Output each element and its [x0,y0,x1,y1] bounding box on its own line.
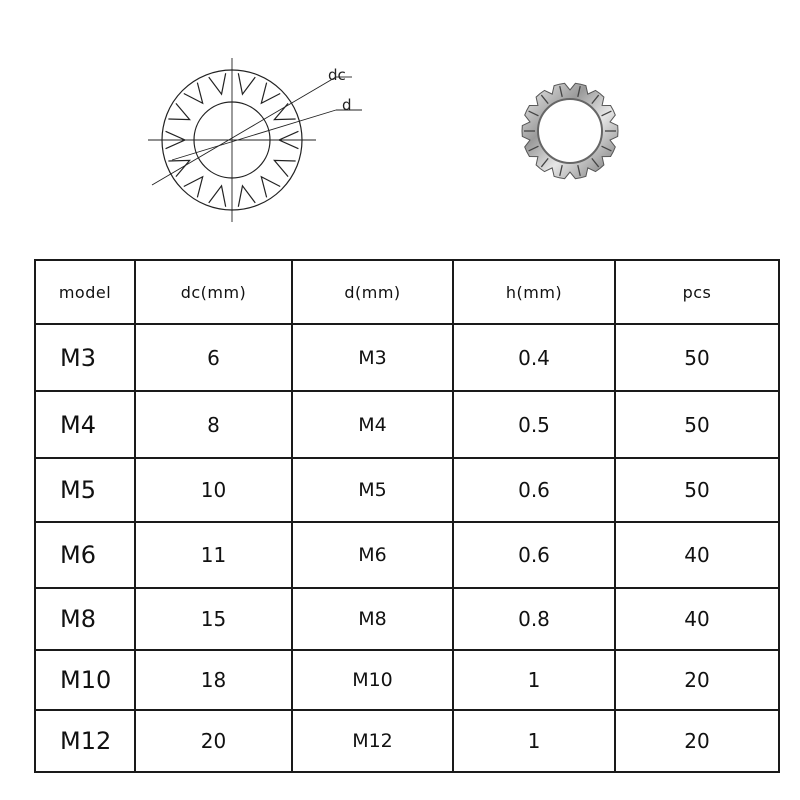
header-dc: dc(mm) [135,260,292,324]
header-d: d(mm) [292,260,453,324]
d-leader-line [172,110,336,160]
table-row [35,522,779,588]
pcs-cell: 50 [615,391,779,458]
h-cell: 0.6 [453,522,615,588]
d-cell: M12 [292,710,453,772]
d-cell: M3 [292,324,453,391]
h-cell: 0.5 [453,391,615,458]
pcs-cell: 20 [615,710,779,772]
figure-area [0,0,800,250]
model-cell: M10 [35,650,135,710]
pcs-cell: 50 [615,324,779,391]
washer-tooth [209,186,226,207]
d-cell: M10 [292,650,453,710]
model-cell: M5 [35,458,135,522]
model-cell: M6 [35,522,135,588]
dc-cell: 15 [135,588,292,650]
header-pcs: pcs [615,260,779,324]
model-cell: M4 [35,391,135,458]
d-cell: M4 [292,391,453,458]
d-cell: M5 [292,458,453,522]
dc-dimension-label: dc [328,66,346,84]
washer-tooth [238,73,255,94]
table-row [35,588,779,650]
header-h: h(mm) [453,260,615,324]
dc-cell: 6 [135,324,292,391]
d-cell: M6 [292,522,453,588]
washer-tooth [209,73,226,94]
h-cell: 0.6 [453,458,615,522]
dc-cell: 11 [135,522,292,588]
table-row [35,391,779,458]
table-row [35,650,779,710]
washer-tooth [238,186,255,207]
dc-cell: 20 [135,710,292,772]
table-header-row [35,260,779,324]
washer-photo-hole [538,99,602,163]
pcs-cell: 40 [615,522,779,588]
table-row [35,710,779,772]
pcs-cell: 50 [615,458,779,522]
table-row [35,458,779,522]
pcs-cell: 40 [615,588,779,650]
washer-tooth [184,177,203,198]
h-cell: 1 [453,710,615,772]
table-row [35,324,779,391]
model-cell: M8 [35,588,135,650]
h-cell: 0.4 [453,324,615,391]
model-cell: M12 [35,710,135,772]
model-cell: M3 [35,324,135,391]
dc-cell: 18 [135,650,292,710]
dc-cell: 10 [135,458,292,522]
washer-spec-table [34,259,780,773]
washer-tooth [261,83,280,104]
h-cell: 1 [453,650,615,710]
washer-tooth [184,83,203,104]
header-model: model [35,260,135,324]
washer-tooth [261,177,280,198]
washer-photo [515,68,625,198]
dc-cell: 8 [135,391,292,458]
h-cell: 0.8 [453,588,615,650]
d-dimension-label: d [342,96,352,114]
pcs-cell: 20 [615,650,779,710]
d-cell: M8 [292,588,453,650]
